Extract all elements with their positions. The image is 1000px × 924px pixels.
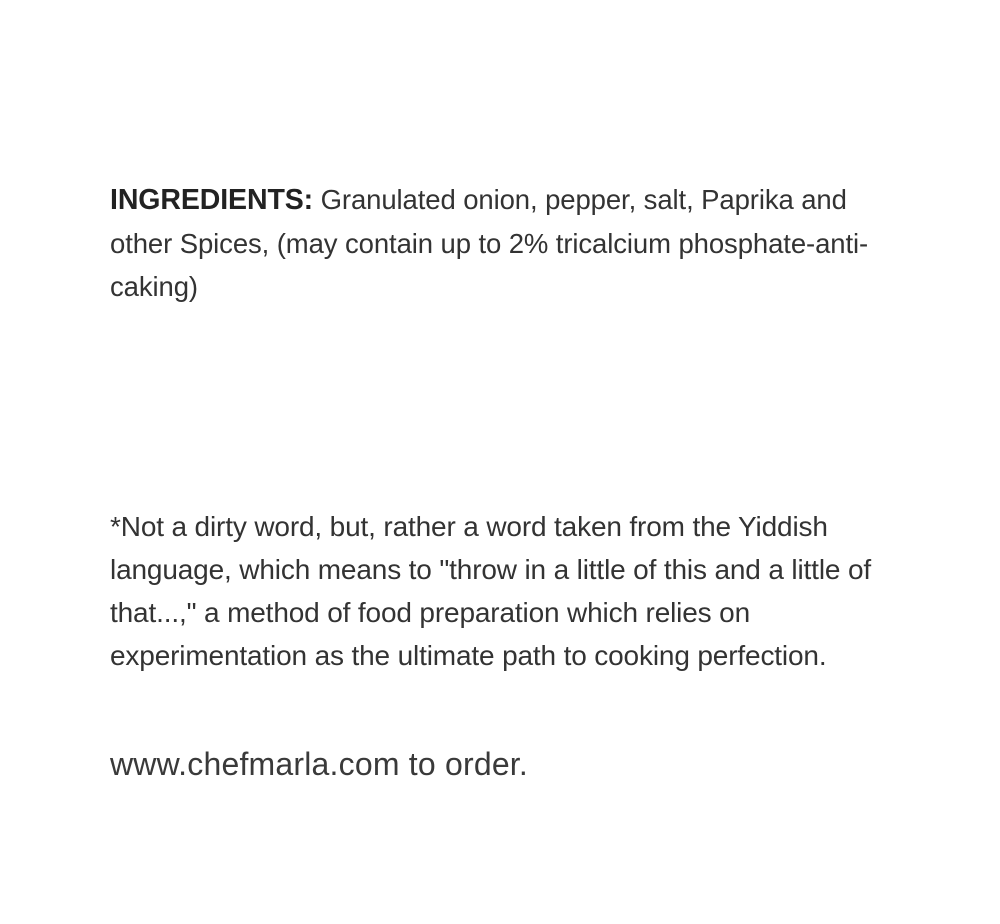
ingredients-label: INGREDIENTS: (110, 184, 314, 216)
website-order-line: www.chefmarla.com to order. (110, 746, 528, 782)
footnote-paragraph: *Not a dirty word, but, rather a word taken from the Yiddish language, which means to "throw in a little of this and a little of that...," a method of food preparation which relies on experimentation as the ultimate path to cooking perfection. (110, 511, 871, 671)
ingredients-text: Granulated onion, pepper, salt, Paprika and other Spices, (may contain up to 2% tricalcium phosphate-anti-caking) (110, 184, 869, 302)
ingredients-section (110, 178, 910, 308)
footnote-section (110, 505, 930, 677)
ingredients-paragraph (110, 178, 910, 308)
